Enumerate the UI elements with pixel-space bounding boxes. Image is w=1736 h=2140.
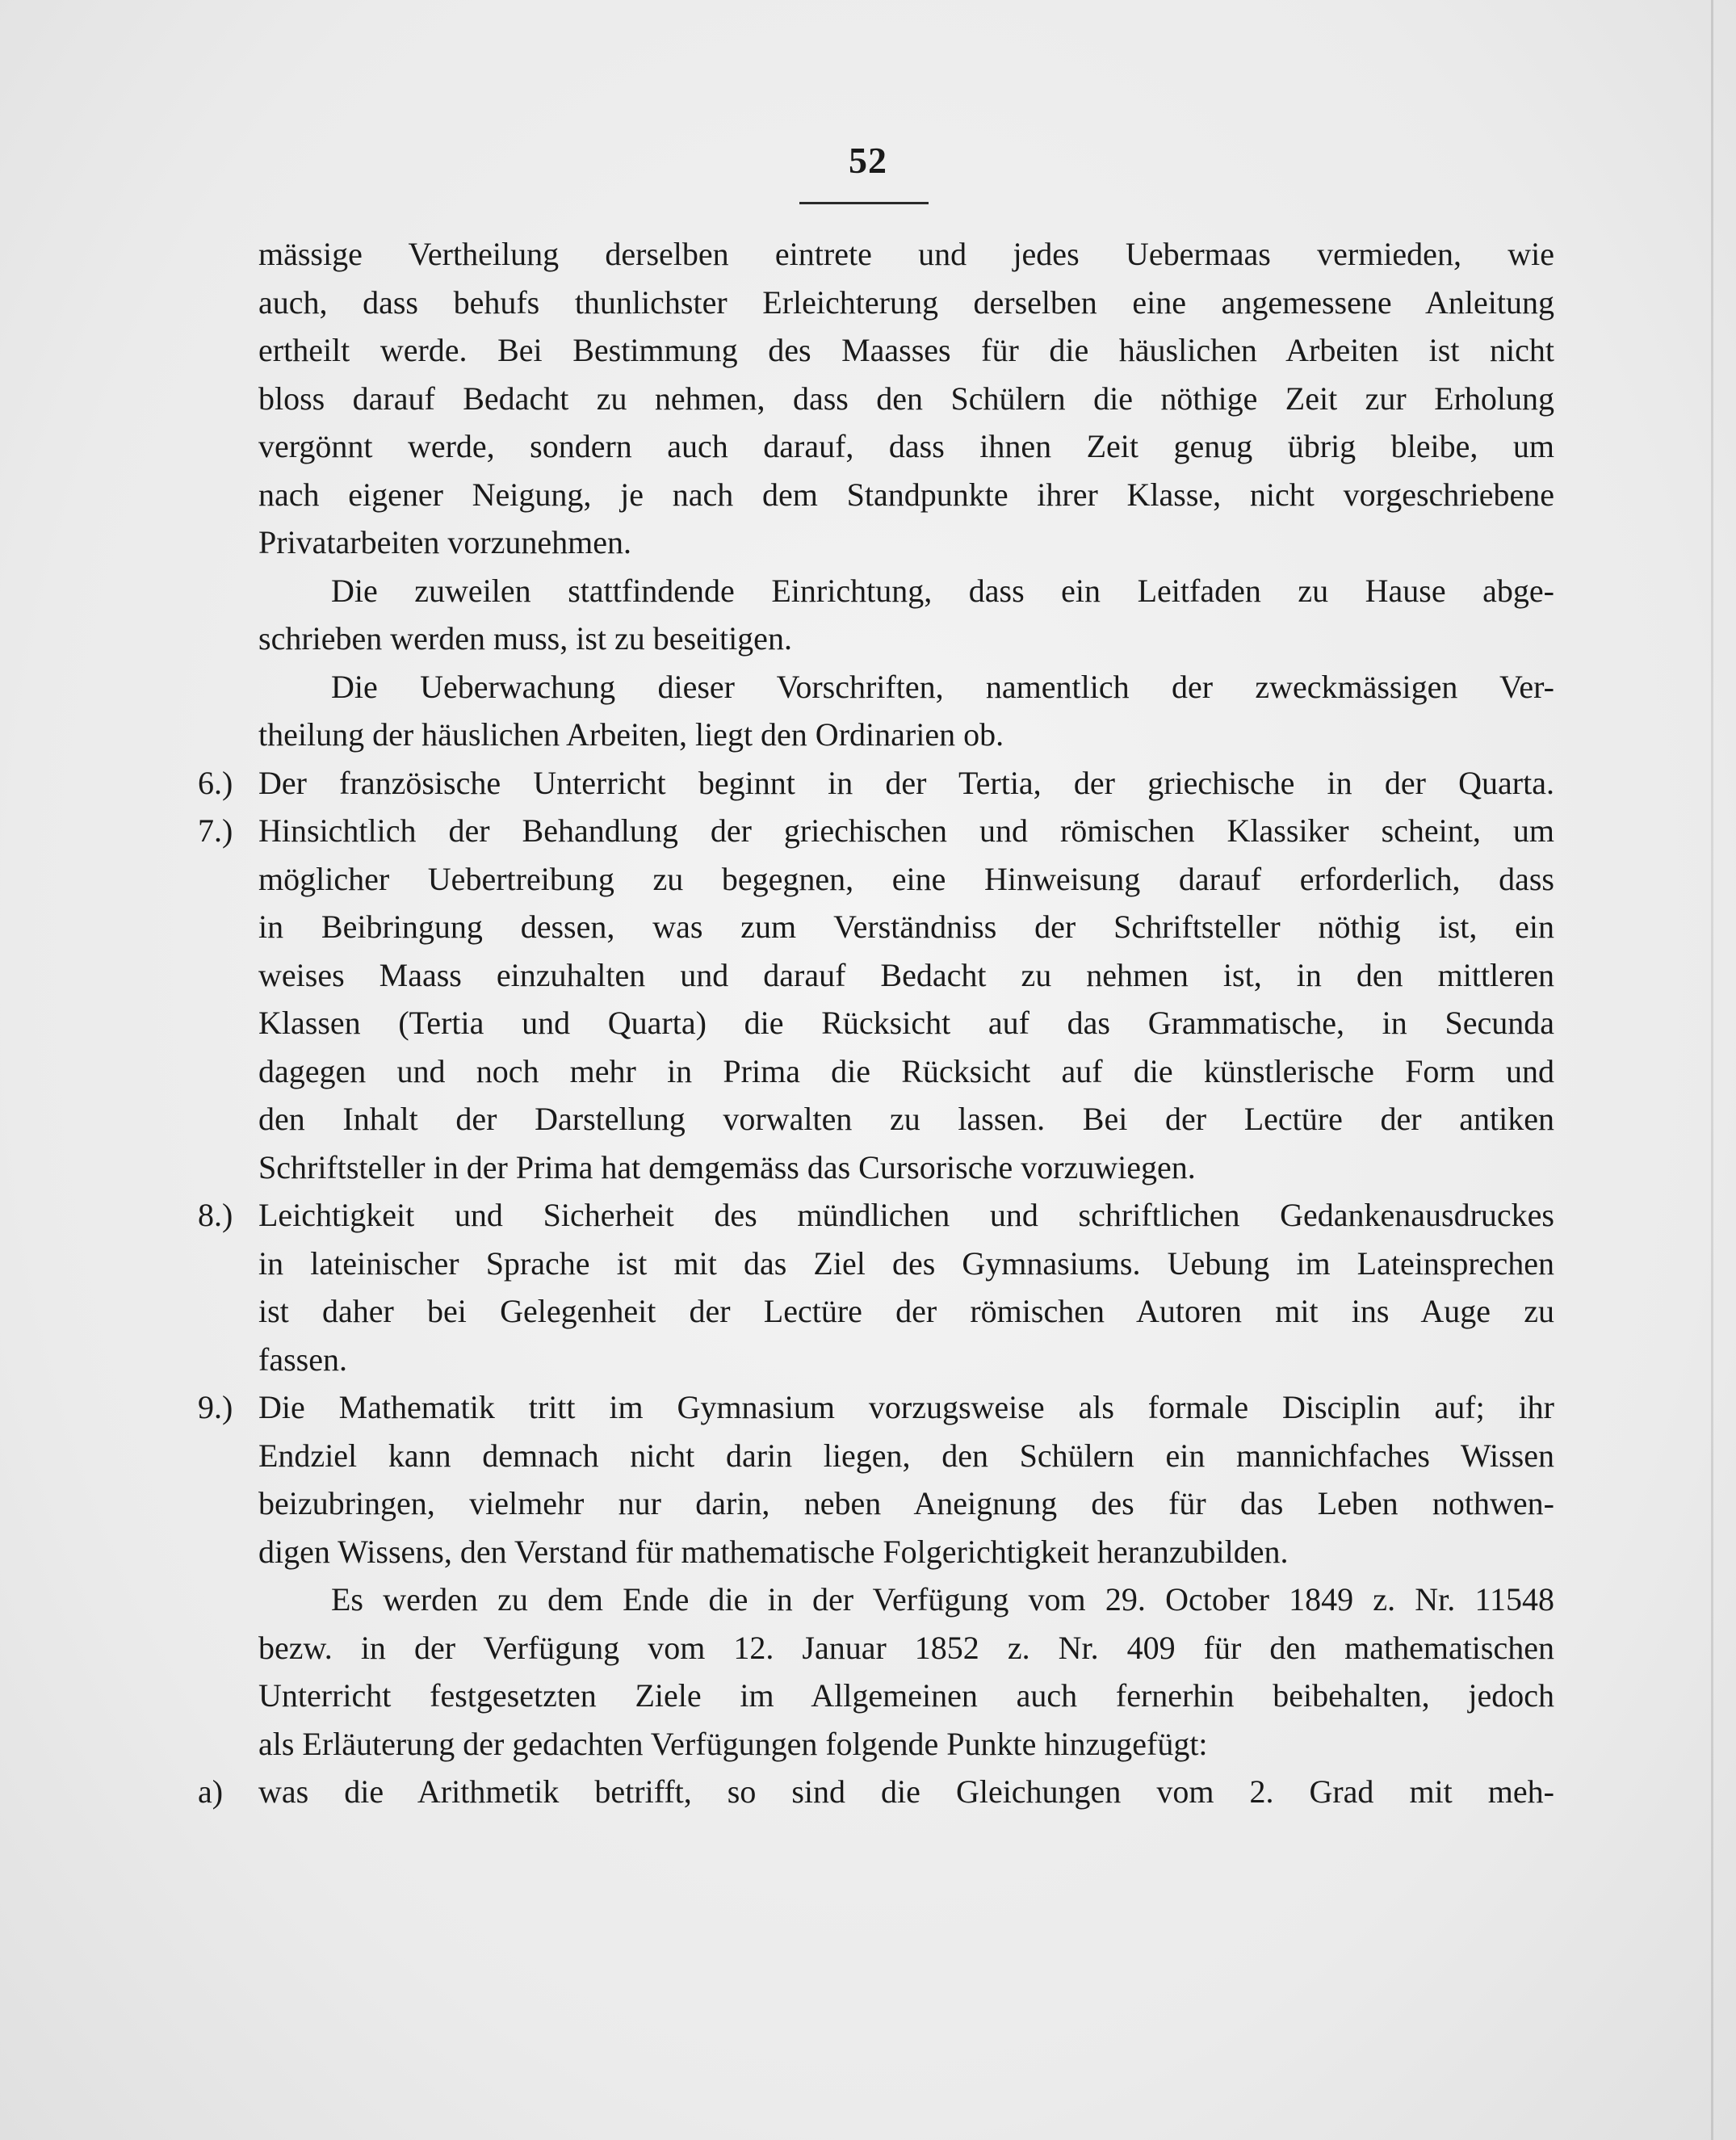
- text-line: [258, 1095, 1554, 1143]
- line-text: Die Ueberwachung dieser Vorschriften, namentlich der zweckmässigen Ver-: [331, 668, 1554, 705]
- line-text: beizubringen, vielmehr nur darin, neben Aneignung des für das Leben nothwen-: [258, 1485, 1554, 1521]
- line-text: Endziel kann demnach nicht darin liegen, den Schülern ein mannichfaches Wissen: [258, 1437, 1554, 1474]
- text-line: [258, 663, 1554, 711]
- text-line: [258, 1528, 1554, 1576]
- line-text: den Inhalt der Darstellung vorwalten zu lassen. Bei der Lectüre der antiken: [258, 1101, 1554, 1137]
- line-text: Die Mathematik tritt im Gymnasium vorzugsweise als formale Disciplin auf; ihr: [258, 1389, 1554, 1425]
- text-line: [258, 1624, 1554, 1672]
- line-text: nach eigener Neigung, je nach dem Standpunkte ihrer Klasse, nicht vorgeschriebene: [258, 476, 1554, 513]
- text-line: [198, 759, 1554, 808]
- text-line: [258, 1240, 1554, 1288]
- item-number: 8.): [198, 1197, 233, 1233]
- text-line: [258, 615, 1554, 663]
- line-text: als Erläuterung der gedachten Verfügungen folgende Punkte hinzugefügt:: [258, 1725, 1208, 1762]
- line-text: schrieben werden muss, ist zu beseitigen.: [258, 620, 792, 657]
- line-text: ertheilt werde. Bei Bestimmung des Maasses für die häuslichen Arbeiten ist nicht: [258, 332, 1554, 368]
- header-rule: [799, 202, 929, 204]
- line-text: Leichtigkeit und Sicherheit des mündlichen und schriftlichen Gedankenausdruckes: [258, 1197, 1554, 1233]
- text-line: [258, 711, 1554, 759]
- text-line: [258, 855, 1554, 904]
- line-text: mässige Vertheilung derselben eintrete und jedes Uebermaas vermieden, wie: [258, 236, 1554, 272]
- line-text: Es werden zu dem Ende die in der Verfügung vom 29. October 1849 z. Nr. 11548: [331, 1581, 1554, 1618]
- text-line: [258, 1432, 1554, 1480]
- line-text: fassen.: [258, 1341, 347, 1378]
- line-text: Klassen (Tertia und Quarta) die Rücksicht auf das Grammatische, in Secunda: [258, 1005, 1554, 1041]
- body-text: [198, 230, 1554, 1816]
- item-number: a): [198, 1773, 224, 1810]
- text-line: [258, 1576, 1554, 1624]
- line-text: Privatarbeiten vorzunehmen.: [258, 524, 632, 560]
- text-line: [258, 951, 1554, 1000]
- page-edge: [1711, 0, 1713, 2140]
- text-line: [198, 1383, 1554, 1432]
- page-number: 52: [849, 140, 887, 181]
- line-text: in Beibringung dessen, was zum Verständniss der Schriftsteller nöthig ist, ein: [258, 908, 1554, 945]
- text-line: [258, 279, 1554, 327]
- text-line: [258, 422, 1554, 471]
- line-text: ist daher bei Gelegenheit der Lectüre der römischen Autoren mit ins Auge zu: [258, 1293, 1554, 1329]
- text-line: [258, 1720, 1554, 1769]
- item-number: 9.): [198, 1389, 233, 1425]
- line-text: Die zuweilen stattfindende Einrichtung, dass ein Leitfaden zu Hause abge-: [331, 572, 1554, 609]
- text-line: [258, 230, 1554, 279]
- text-line: [258, 1287, 1554, 1336]
- text-line: [198, 1768, 1554, 1816]
- text-line: [258, 326, 1554, 375]
- text-line: [258, 518, 1554, 567]
- line-text: was die Arithmetik betrifft, so sind die Gleichungen vom 2. Grad mit meh-: [258, 1773, 1554, 1810]
- text-line: [258, 1143, 1554, 1192]
- line-text: Der französische Unterricht beginnt in der Tertia, der griechische in der Quarta.: [258, 764, 1554, 801]
- item-number: 6.): [198, 764, 233, 801]
- text-line: [258, 1479, 1554, 1528]
- text-line: [258, 1672, 1554, 1720]
- text-line: [258, 1047, 1554, 1096]
- line-text: weises Maass einzuhalten und darauf Bedacht zu nehmen ist, in den mittleren: [258, 956, 1554, 993]
- line-text: möglicher Uebertreibung zu begegnen, eine Hinweisung darauf erforderlich, dass: [258, 860, 1554, 897]
- line-text: theilung der häuslichen Arbeiten, liegt den Ordinarien ob.: [258, 716, 1004, 753]
- item-number: 7.): [198, 812, 233, 849]
- text-line: [258, 375, 1554, 423]
- line-text: Schriftsteller in der Prima hat demgemäss das Cursorische vorzuwiegen.: [258, 1148, 1196, 1185]
- line-text: in lateinischer Sprache ist mit das Ziel des Gymnasiums. Uebung im Lateinsprechen: [258, 1244, 1554, 1282]
- line-text: auch, dass behufs thunlichster Erleichterung derselben eine angemessene Anleitung: [258, 283, 1554, 321]
- line-text: bloss darauf Bedacht zu nehmen, dass den Schülern die nöthige Zeit zur Erholung: [258, 380, 1554, 417]
- text-line: [258, 999, 1554, 1047]
- text-line: [198, 1191, 1554, 1240]
- text-line: [258, 567, 1554, 615]
- text-line: [258, 903, 1554, 951]
- line-text: digen Wissens, den Verstand für mathematische Folgerichtigkeit heranzubilden.: [258, 1533, 1289, 1570]
- line-text: Unterricht festgesetzten Ziele im Allgemeinen auch fernerhin beibehalten, jedoch: [258, 1677, 1554, 1714]
- text-line: [198, 807, 1554, 855]
- line-text: dagegen und noch mehr in Prima die Rücksicht auf die künstlerische Form und: [258, 1052, 1554, 1089]
- text-line: [258, 471, 1554, 519]
- text-line: [258, 1336, 1554, 1384]
- line-text: vergönnt werde, sondern auch darauf, dass ihnen Zeit genug übrig bleibe, um: [258, 428, 1554, 464]
- line-text: bezw. in der Verfügung vom 12. Januar 1852 z. Nr. 409 für den mathematischen: [258, 1629, 1554, 1666]
- line-text: Hinsichtlich der Behandlung der griechischen und römischen Klassiker scheint, um: [258, 812, 1554, 849]
